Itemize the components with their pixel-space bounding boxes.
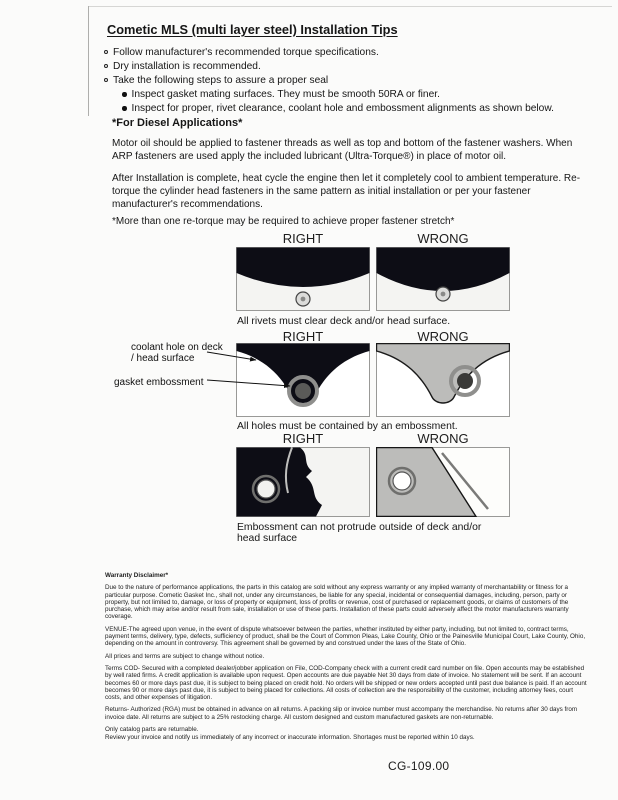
page-border-horizontal-line (88, 6, 612, 7)
retorque-note: *More than one re-torque may be required to achieve proper fastener stretch* (112, 216, 455, 227)
tip-text: Inspect for proper, rivet clearance, coolant hole and embossment alignments as shown below. (131, 103, 554, 114)
embossment-wrong-label: WRONG (417, 431, 469, 446)
rivet-wrong-diagram (376, 247, 510, 311)
holes-wrong-label: WRONG (417, 329, 469, 344)
warranty-heading: Warranty Disclaimer* (105, 572, 169, 579)
rivet-caption: All rivets must clear deck and/or head surface. (237, 316, 451, 327)
rivet-wrong-label: WRONG (417, 231, 469, 246)
dry-install-tip-item (104, 60, 600, 73)
returns-paragraph: Returns- Authorized (RGA) must be obtained in advance on all returns. A packing slip or invoice number must accompany the merchandise. No returns after 30 days from invoice date. All returns are subject to a 25% restocking charge. All custom designed and custom manufactured gaskets are non-returnable. (105, 706, 578, 721)
embossment-wrong-diagram (376, 447, 510, 517)
bolt-hole-shape (393, 472, 411, 490)
proper-seal-tip-item (104, 74, 600, 87)
bullet-marker (104, 78, 108, 82)
tip-text: Follow manufacturer's recommended torque specifications. (113, 47, 379, 58)
bullet-marker (122, 92, 127, 97)
page-number: CG-109.00 (388, 759, 450, 773)
holes-right-label: RIGHT (282, 329, 324, 344)
embossment-arrow (207, 380, 290, 386)
coolant-hole-label: coolant hole on deck / head surface (131, 342, 223, 365)
gasket-embossment-label: gasket embossment (114, 377, 204, 388)
embossment-right-diagram (236, 447, 370, 517)
motor-oil-paragraph: Motor oil should be applied to fastener threads as well as top and bottom of the fastener washers. When ARP fasteners are used apply the included lubricant (Ultra-Torque®) in place of motor oil. (112, 138, 573, 162)
venue-paragraph: VENUE-The agreed upon venue, in the event of dispute whatsoever between the parties, whether instituted by either party, including, but not limited to, contract terms, payment terms, delivery, type, defects, sufficiency of product, shall be the Court of Common Pleas, Lake County, Ohio or the Painesville Municipal Court, Lake County, Ohio, depending on the amount in controversy. This agreement shall be governed by and construed under the laws of the State of Ohio. (105, 625, 586, 648)
torque-tip-item (104, 46, 600, 59)
terms-paragraph: Terms COD- Secured with a completed dealer/jobber application on File, COD-Company check with a current credit card number on file. Open accounts may be established by well rated firms. A credit application is available upon request. Open accounts are due payable Net 30 days from date of invoice. No statement will be sent. If an account becomes 60 or more days past due, it is subject to being placed on credit hold. No orders will be shipped or new orders accepted until past due balance is paid. If an account becomes 90 or more days past due, it is subject to being placed for collections. All costs of collection are the responsibility of the customer, including attorney fees, court costs, and other expenses of litigation. (105, 664, 587, 702)
page-title: Cometic MLS (multi layer steel) Installation Tips (107, 22, 398, 37)
rivet-right-diagram (236, 247, 370, 311)
bullet-marker (104, 64, 108, 68)
bullet-marker (122, 106, 127, 111)
catalog-parts-line: Only catalog parts are returnable. (105, 726, 199, 734)
inspect-surfaces-tip-item (122, 88, 600, 101)
review-invoice-line: Review your invoice and notify us immediately of any incorrect or inaccurate information. Shortages must be reported within 10 days. (105, 734, 475, 742)
diesel-applications-heading: *For Diesel Applications* (112, 117, 243, 129)
embossment-caption: Embossment can not protrude outside of deck and/or head surface (237, 522, 482, 544)
inspect-alignment-tip-item (122, 102, 600, 115)
tip-text: Take the following steps to assure a proper seal (113, 75, 329, 86)
heat-cycle-paragraph: After Installation is complete, heat cycle the engine then let it completely cool to ambient temperature. Re-torque the cylinder head fasteners in the same pattern as initial installation or per your fastener manufacturer's recommendations. (112, 173, 581, 210)
page-border-vertical-line (88, 6, 89, 116)
bolt-hole-shape (257, 480, 275, 498)
warranty-section (105, 572, 591, 747)
warranty-paragraph: Due to the nature of performance applications, the parts in this catalog are sold without any express warranty or any implied warranty of merchantability or fitness for a particular purpose. Cometic Gasket Inc., shall not, under any circumstances, be liable for any special, incidental or consequential damages, including, person, party or property, but not limited to, damage, or loss of property or equipment, loss of profits or revenue, cost of purchased or replacement goods, or claims of customers of the purchase, which may arise and/or result from sale, installation or use of these parts. Installation of these parts could adversely affect the motor manufacturers warranty coverage. (105, 584, 569, 621)
prices-paragraph: All prices and terms are subject to change without notice. (105, 652, 265, 660)
rivet-right-label: RIGHT (282, 231, 324, 246)
installation-tips-list (104, 46, 600, 116)
embossment-shape (457, 373, 473, 389)
coolant-arrow (207, 352, 256, 360)
tip-text: Dry installation is recommended. (113, 61, 261, 72)
bullet-marker (104, 50, 108, 54)
tip-text: Inspect gasket mating surfaces. They must be smooth 50RA or finer. (131, 89, 440, 100)
embossment-right-label: RIGHT (282, 431, 324, 446)
holes-caption: All holes must be contained by an embossment. (237, 421, 458, 432)
coolant-hole-wrong-diagram (376, 343, 510, 417)
annotation-arrows (206, 344, 316, 399)
